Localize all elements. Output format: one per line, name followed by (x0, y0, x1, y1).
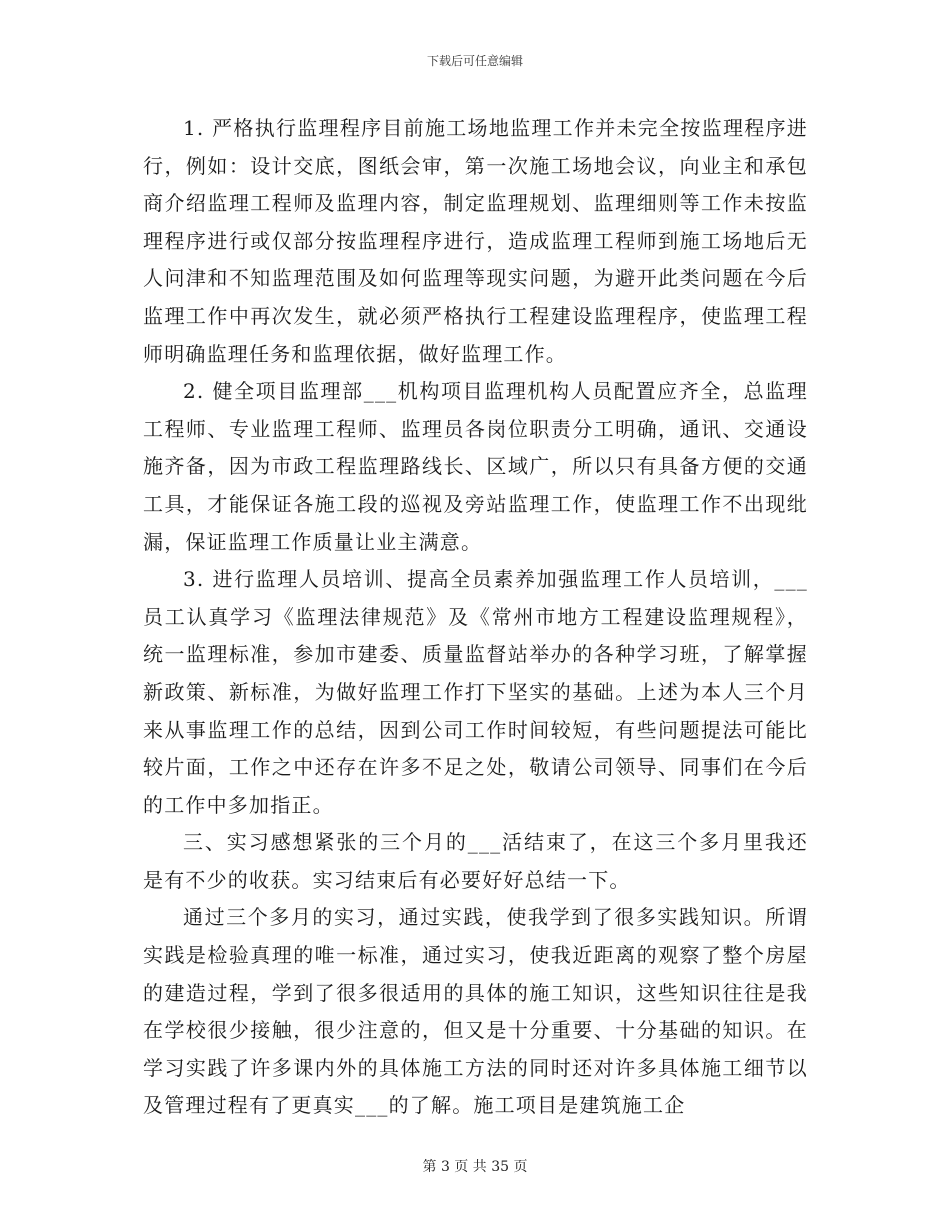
paragraph-3: 3. 进行监理人员培训、提高全员素养加强监理工作人员培训，___员工认真学习《监理法律规范》及《常州市地方工程建设监理规程》，统一监理标准，参加市建委、质量监督站举办的各种学习班，了解掌握新政策、新标准，为做好监理工作打下坚实的基础。上述为本人三个月来从事监理工作的总结，因到公司工作时间较短，有些问题提法可能比较片面，工作之中还存在许多不足之处，敬请公司领导、同事们在今后的工作中多加指正。 (143, 567, 808, 817)
paragraph-4: 三、实习感想紧张的三个月的___活结束了，在这三个多月里我还是有不少的收获。实习结束后有必要好好总结一下。 (143, 830, 808, 892)
page-header: 下载后可任意编辑 (426, 54, 523, 68)
paragraph-1: 1. 严格执行监理程序目前施工场地监理工作并未完全按监理程序进行，例如：设计交底，图纸会审，第一次施工场地会议，向业主和承包商介绍监理工程师及监理内容，制定监理规划、监理细则等工作未按监理程序进行或仅部分按监理程序进行，造成监理工程师到施工场地后无人问津和不知监理范围及如何监理等现实问题，为避开此类问题在今后监理工作中再次发生，就必须严格执行工程建设监理程序，使监理工程师明确监理任务和监理依据，做好监理工作。 (143, 116, 808, 366)
page-number: 第 3 页 共 35 页 (422, 1159, 528, 1175)
document-body (143, 110, 808, 1125)
paragraph-2: 2. 健全项目监理部___机构项目监理机构人员配置应齐全，总监理工程师、专业监理工程师、监理员各岗位职责分工明确，通讯、交通设施齐备，因为市政工程监理路线长、区域广，所以只有具备方便的交通工具，才能保证各施工段的巡视及旁站监理工作，使监理工作不出现纰漏，保证监理工作质量让业主满意。 (143, 379, 808, 554)
paragraph-5: 通过三个多月的实习，通过实践，使我学到了很多实践知识。所谓实践是检验真理的唯一标准，通过实习，使我近距离的观察了整个房屋的建造过程，学到了很多很适用的具体的施工知识，这些知识往往是我在学校很少接触，很少注意的，但又是十分重要、十分基础的知识。在学习实践了许多课内外的具体施工方法的同时还对许多具体施工细节以及管理过程有了更真实___的了解。施工项目是建筑施工企 (143, 905, 808, 1118)
